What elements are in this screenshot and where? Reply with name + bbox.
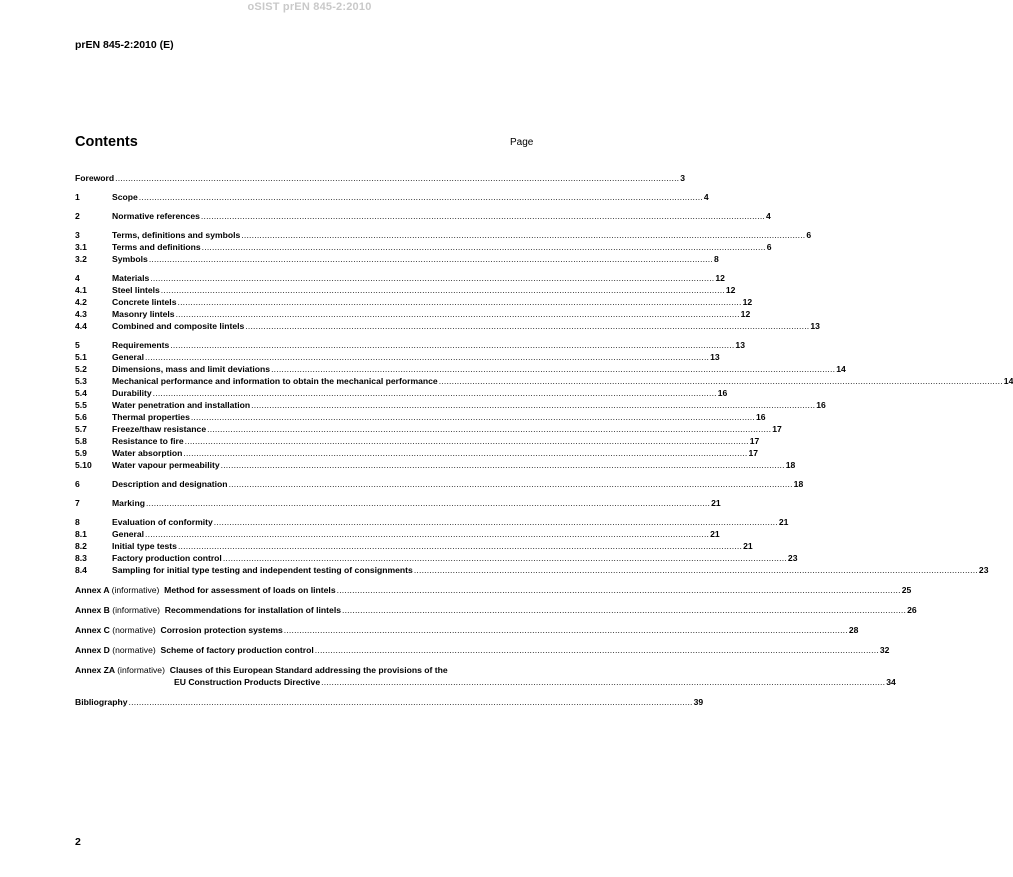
toc-page: 21 xyxy=(743,541,753,551)
toc-page: 26 xyxy=(907,605,917,615)
toc-page: 16 xyxy=(717,388,728,398)
toc-entry-5-10[interactable] xyxy=(75,459,796,471)
toc-title xyxy=(75,665,448,676)
toc-number: 3 xyxy=(75,230,80,240)
contents-title: Contents xyxy=(75,134,138,150)
dot-leader xyxy=(223,553,787,564)
dot-leader xyxy=(414,565,978,576)
toc-title: Foreword xyxy=(75,173,115,183)
annex-title: Corrosion protection systems xyxy=(160,625,283,635)
toc-number: 8.2 xyxy=(75,541,87,551)
annex-title-line-2: EU Construction Products Directive xyxy=(174,677,321,687)
toc-page: 8 xyxy=(713,254,719,264)
toc-entry-5-9[interactable] xyxy=(75,447,759,459)
toc-entry-5-4[interactable] xyxy=(75,387,728,399)
page-number: 2 xyxy=(75,836,81,848)
toc-number: 5.5 xyxy=(75,400,87,410)
toc-number: 7 xyxy=(75,498,80,508)
toc-title: Water penetration and installation xyxy=(112,400,251,410)
toc-entry-5[interactable] xyxy=(75,339,745,351)
toc-page: 21 xyxy=(710,529,720,539)
toc-entry-4-1[interactable] xyxy=(75,284,736,296)
dot-leader xyxy=(146,498,710,509)
document-id: prEN 845-2:2010 (E) xyxy=(75,39,174,51)
toc-title xyxy=(75,605,341,616)
toc-number: 1 xyxy=(75,192,80,202)
toc-title: Durability xyxy=(112,388,152,398)
page-column-label: Page xyxy=(510,137,534,148)
toc-number: 5.10 xyxy=(75,460,92,470)
toc-entry-8-3[interactable] xyxy=(75,552,798,564)
toc-number: 4.3 xyxy=(75,309,87,319)
toc-title: Requirements xyxy=(112,340,170,350)
toc-title: General xyxy=(112,529,145,539)
toc-number: 5 xyxy=(75,340,80,350)
annex-kind: (informative) xyxy=(117,665,165,675)
toc-number: 5.6 xyxy=(75,412,87,422)
toc-entry-annex-a[interactable] xyxy=(75,584,912,596)
toc-title: Water vapour permeability xyxy=(112,460,220,470)
toc-title: Thermal properties xyxy=(112,412,190,422)
toc-title: Materials xyxy=(112,273,150,283)
dot-leader xyxy=(177,297,741,308)
toc-number: 5.9 xyxy=(75,448,87,458)
toc-page: 34 xyxy=(886,677,896,687)
toc-entry-5-1[interactable] xyxy=(75,351,720,363)
annex-label: Annex ZA xyxy=(75,665,115,675)
toc-number: 4 xyxy=(75,273,80,283)
dot-leader xyxy=(176,309,740,320)
toc-title: Initial type tests xyxy=(112,541,177,551)
toc-title: General xyxy=(112,352,145,362)
toc-number: 5.7 xyxy=(75,424,87,434)
toc-page: 14 xyxy=(836,364,846,374)
toc-title: Combined and composite lintels xyxy=(112,321,245,331)
toc-number: 5.2 xyxy=(75,364,87,374)
table-of-contents xyxy=(75,172,1013,708)
toc-entry-4-2[interactable] xyxy=(75,296,753,308)
toc-entry-8-2[interactable] xyxy=(75,540,753,552)
toc-page: 28 xyxy=(848,625,859,635)
dot-leader xyxy=(284,625,848,636)
toc-page: 17 xyxy=(749,436,760,446)
toc-page: 16 xyxy=(816,400,826,410)
toc-title: Marking xyxy=(112,498,145,508)
toc-title: Terms and definitions xyxy=(112,242,201,252)
toc-page: 23 xyxy=(978,565,989,575)
toc-number: 5.3 xyxy=(75,376,87,386)
dot-leader xyxy=(201,211,765,222)
toc-title: Dimensions, mass and limit deviations xyxy=(112,364,271,374)
dot-leader xyxy=(161,285,725,296)
toc-entry-bibliography[interactable] xyxy=(75,696,704,708)
toc-title: Scope xyxy=(112,192,138,202)
toc-entry-annex-za[interactable] xyxy=(75,664,896,688)
toc-entry-4-4[interactable] xyxy=(75,320,820,332)
toc-entry-6[interactable] xyxy=(75,478,804,490)
toc-entry-3-1[interactable] xyxy=(75,241,772,253)
dot-leader xyxy=(439,376,1003,387)
annex-title: Method for assessment of loads on lintels xyxy=(164,585,336,595)
annex-za-line-2 xyxy=(75,676,896,688)
toc-page: 4 xyxy=(766,211,771,221)
annex-label: Annex C xyxy=(75,625,110,635)
toc-page: 12 xyxy=(740,309,751,319)
dot-leader xyxy=(241,230,805,241)
dot-leader xyxy=(178,541,742,552)
toc-page: 39 xyxy=(693,697,704,707)
toc-page: 14 xyxy=(1003,376,1013,386)
dot-leader xyxy=(271,364,835,375)
dot-leader xyxy=(129,697,693,708)
toc-entry-8[interactable] xyxy=(75,516,789,528)
toc-title: Masonry lintels xyxy=(112,309,175,319)
toc-entry-2[interactable] xyxy=(75,210,771,222)
toc-entry-8-4[interactable] xyxy=(75,564,989,576)
toc-page: 13 xyxy=(735,340,745,350)
toc-entry-3-2[interactable] xyxy=(75,253,719,265)
annex-kind: (normative) xyxy=(112,625,156,635)
dot-leader xyxy=(202,242,766,253)
toc-page: 21 xyxy=(711,498,721,508)
dot-leader xyxy=(139,192,703,203)
toc-number: 3.1 xyxy=(75,242,87,252)
toc-title: Bibliography xyxy=(75,697,128,707)
toc-entry-5-3[interactable] xyxy=(75,375,1013,387)
toc-page: 13 xyxy=(810,321,820,331)
dot-leader xyxy=(245,321,809,332)
toc-number: 5.1 xyxy=(75,352,87,362)
toc-number: 2 xyxy=(75,211,80,221)
toc-title: Steel lintels xyxy=(112,285,160,295)
toc-page: 25 xyxy=(901,585,912,595)
toc-page: 12 xyxy=(742,297,753,307)
toc-title: Normative references xyxy=(112,211,200,221)
annex-za-line-1 xyxy=(75,664,537,676)
dot-leader xyxy=(207,424,771,435)
annex-label: Annex A xyxy=(75,585,110,595)
toc-title: Evaluation of conformity xyxy=(112,517,213,527)
dot-leader xyxy=(221,460,785,471)
toc-number: 4.1 xyxy=(75,285,87,295)
dot-leader xyxy=(170,340,734,351)
dot-leader xyxy=(251,400,815,411)
toc-entry-annex-d[interactable] xyxy=(75,644,890,656)
dot-leader xyxy=(149,254,713,265)
toc-title: Mechanical performance and information to obtain the mechanical performance xyxy=(112,376,438,386)
dot-leader xyxy=(185,436,749,447)
dot-leader xyxy=(315,645,879,656)
toc-title: Symbols xyxy=(112,254,148,264)
dot-leader xyxy=(214,517,778,528)
annex-kind: (informative) xyxy=(111,585,160,595)
toc-entry-4[interactable] xyxy=(75,272,725,284)
toc-entry-annex-b[interactable] xyxy=(75,604,917,616)
toc-entry-8-1[interactable] xyxy=(75,528,720,540)
toc-title: Freeze/thaw resistance xyxy=(112,424,207,434)
toc-page: 18 xyxy=(785,460,796,470)
annex-title: Scheme of factory production control xyxy=(160,645,314,655)
toc-page: 18 xyxy=(793,479,804,489)
toc-title: Resistance to fire xyxy=(112,436,184,446)
toc-number: 8.1 xyxy=(75,529,87,539)
dot-leader xyxy=(115,173,679,184)
toc-number: 8.3 xyxy=(75,553,87,563)
toc-entry-5-6[interactable] xyxy=(75,411,766,423)
toc-title xyxy=(75,585,336,596)
toc-entry-5-2[interactable] xyxy=(75,363,846,375)
toc-page: 23 xyxy=(787,553,798,563)
toc-title xyxy=(75,645,314,656)
toc-page: 4 xyxy=(703,192,709,202)
toc-page: 17 xyxy=(772,424,782,434)
toc-title: Description and designation xyxy=(112,479,228,489)
dot-leader xyxy=(145,352,709,363)
dot-leader xyxy=(145,529,709,540)
annex-title-line-1: Clauses of this European Standard addressing the provisions of the xyxy=(169,665,448,675)
toc-number: 4.4 xyxy=(75,321,87,331)
dot-leader xyxy=(321,677,885,688)
toc-page: 12 xyxy=(715,273,725,283)
toc-page: 3 xyxy=(680,173,686,183)
toc-entry-foreword[interactable] xyxy=(75,172,686,184)
toc-entry-annex-c[interactable] xyxy=(75,624,859,636)
toc-entry-4-3[interactable] xyxy=(75,308,751,320)
toc-title: Water absorption xyxy=(112,448,183,458)
dot-leader xyxy=(153,388,717,399)
toc-page: 32 xyxy=(879,645,890,655)
toc-entry-3[interactable] xyxy=(75,229,812,241)
toc-page: 13 xyxy=(710,352,720,362)
toc-number: 8 xyxy=(75,517,80,527)
toc-page: 17 xyxy=(748,448,759,458)
toc-number: 3.2 xyxy=(75,254,87,264)
dot-leader xyxy=(191,412,755,423)
toc-number: 8.4 xyxy=(75,565,87,575)
toc-title: Sampling for initial type testing and independent testing of consignments xyxy=(112,565,413,575)
toc-title: Factory production control xyxy=(112,553,222,563)
watermark: oSIST prEN 845-2:2010 xyxy=(247,1,372,13)
toc-page: 6 xyxy=(806,230,812,240)
dot-leader xyxy=(337,585,901,596)
dot-leader xyxy=(183,448,747,459)
annex-label: Annex B xyxy=(75,605,110,615)
toc-number: 6 xyxy=(75,479,80,489)
toc-page: 21 xyxy=(778,517,789,527)
toc-number: 5.8 xyxy=(75,436,87,446)
toc-entry-5-5[interactable] xyxy=(75,399,826,411)
toc-title: Terms, definitions and symbols xyxy=(112,230,241,240)
toc-number: 5.4 xyxy=(75,388,87,398)
toc-entry-7[interactable] xyxy=(75,497,721,509)
toc-entry-5-8[interactable] xyxy=(75,435,760,447)
annex-title: Recommendations for installation of lintels xyxy=(164,605,341,615)
toc-entry-5-7[interactable] xyxy=(75,423,782,435)
dot-leader xyxy=(150,273,714,284)
toc-title: Concrete lintels xyxy=(112,297,177,307)
annex-label: Annex D xyxy=(75,645,110,655)
toc-page: 6 xyxy=(766,242,772,252)
annex-kind: (informative) xyxy=(112,605,161,615)
toc-entry-1[interactable] xyxy=(75,191,709,203)
annex-kind: (normative) xyxy=(112,645,156,655)
dot-leader xyxy=(342,605,906,616)
toc-page: 16 xyxy=(755,412,766,422)
dot-leader xyxy=(229,479,793,490)
toc-title xyxy=(75,625,283,636)
toc-page: 12 xyxy=(725,285,736,295)
toc-number: 4.2 xyxy=(75,297,87,307)
